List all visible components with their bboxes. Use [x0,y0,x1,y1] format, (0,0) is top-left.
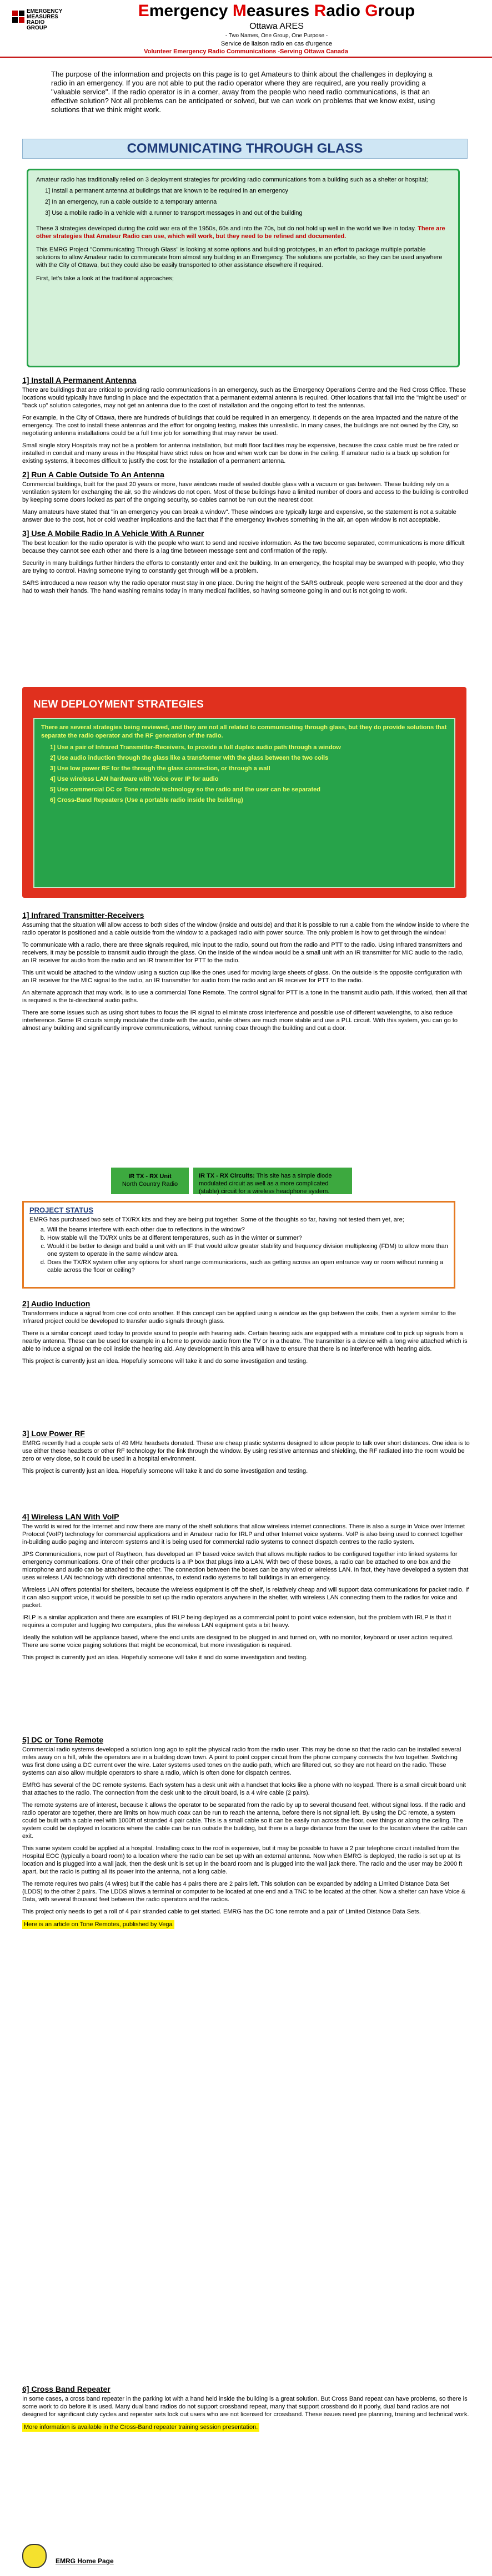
strategy-item: 5] Use commercial DC or Tone remote technology so the radio and the user can be separated [50,786,320,793]
strategy-item: 1] Use a pair of Infrared Transmitter-Receivers, to provide a full duplex audio path through a window [50,744,341,751]
service-line: Service de liaison radio en cas d'urgence [220,41,333,47]
intro-p2-highlight: There are other strategies that Amateur Radio can use, which will work, but they need to be refined and documented. [36,225,445,240]
strategy-item: 4] Use wireless LAN hardware with Voice over IP for audio [50,776,219,782]
paragraph: Commercial buildings, built for the past 20 years or more, have windows made of sealed double glass with a vacuum or gas between. These building rely on a ventilation system for exchanging the air, so the windows do not open. Most of these buildings have a limited number of doors and access to the building is controlled by keeping some doors locked as part of the ongoing security, so cables cannot be run out the nearest door. [22,481,468,503]
list-item: c. Would it be better to design and build a unit with an IF that would allow greater stability and frequency division multiplexing (FDM) to allow more than one system to operate in the same window area. [47,1242,448,1258]
section-title: 2] Run A Cable Outside To An Antenna [22,470,164,479]
paragraph: This project is currently just an idea. Hopefully someone will take it and do some investigation and testing. [22,1654,308,1661]
intro-p2: These 3 strategies developed during the cold war era of the 1950s, 60s and into the 70s, but do not hold up well in the world we live in today. [36,225,418,232]
volunteer-banner: Volunteer Emergency Radio Communications -Serving Ottawa Canada [144,48,348,55]
divider [0,57,492,58]
strategy-item: 6] Cross-Band Repeaters (Use a portable radio inside the building) [50,797,243,804]
list-item: d. Does the TX/RX system offer any options for short range communications, such as getting across an open entrance way or room without running a cable across the floor or ceiling? [47,1259,448,1274]
paragraph: An alternate approach that may work, is to use a commercial Tone Remote. The control signal for PTT is a tone in the transmit audio path. If this worked, then all that is required is the bi-directional audio paths. [22,989,467,1004]
logo-line: RADIO [27,19,45,26]
paragraph: Security in many buildings further hinders the efforts to constantly enter and exit the building. In an emergency, the hospital may be swamped with people, who they are trying to control. Having someone trying to constantly get through will be a problem. [22,560,464,574]
paragraph: Many amateurs have stated that "in an emergency you can break a window". These windows are typically large and expensive, so the statement is not a suitable answer due to the cost, hot or cold weather implications and the fact that if the emergency involves something in the air, an open window is not acceptable. [22,509,456,523]
paragraph: This project is currently just an idea. Hopefully someone will take it and do some investigation and testing. [22,1468,308,1474]
site-title [72,1,481,48]
paragraph: Wireless LAN offers potential for shelters, because the wireless equipment is off the shelf, is relatively cheap and will support data communications for packet radio. If it can also support voice, it would be possible to set up the radio operators anywhere in the shelter, with wireless LAN connecting them to the radios for voice and packet. [22,1587,469,1609]
subtitle: Ottawa ARES [249,22,304,31]
paragraph: EMRG has several of the DC remote systems. Each system has a desk unit with a handset that looks like a phone with no keypad. There is a small circuit board unit that attaches to the radio. The connection from the desk unit to the circuit board, is a 4 wire cable (2 pairs). [22,1782,466,1796]
intro-p1: Amateur radio has traditionally relied on 3 deployment strategies for providing radio communications from a building such as a shelter or hospital; [36,176,428,183]
paragraph: EMRG recently had a couple sets of 49 MHz headsets donated. These are cheap plastic systems designed to allow people to talk over short distances. One idea is to use either these headsets or other RF technology for the link through the window. By using resistive antennas and shielding, the RF radiated into the room would be zero or very close, so it could be used in a hospital environment. [22,1440,470,1462]
group-name: Emergency Measures Radio Group [138,2,415,20]
paragraph: There are some issues such as using short tubes to focus the IR signal to eliminate cross interference and possible use of different wavelengths, to also reduce interference. Some IR circuits simply modulate the diode with the audio, while others are much more stable and use a PLL circuit. With this system, you can go to almost any building and significantly improve communications, without running coax through the building and out a door. [22,1009,458,1032]
section-title: 4] Wireless LAN With VoIP [22,1512,119,1521]
paragraph: Commercial radio systems developed a solution long ago to split the physical radio from the radio user. This may be done so that the radio can be installed several miles away on a hill, while the operators are in a building down town. A point to point copper circuit from the phone company connects the two together. Switching was first done using a DC current over the wire. Later systems used tones on the audio path, which are filtered out, so they are not heard on the radio. These systems can also allow multiple operators to share a radio, which is often done for dispatch centres. [22,1746,461,1776]
intro-p4: First, let's take a look at the traditional approaches; [36,275,174,282]
section-title: 1] Install A Permanent Antenna [22,376,137,385]
header [0,0,492,58]
ir-unit-link[interactable]: IR TX - RX Unit North Country Radio [111,1168,189,1194]
ir-links-table [111,1168,352,1194]
section-infrared [22,910,470,1037]
paragraph: There is a similar concept used today to provide sound to people with hearing aids. Certain hearing aids are equipped with a miniature coil to pick up signals from a nearby antenna. These can be used for example in a home to provide audio from the TV or in a theatre. The transmitter is a device with a long wire attached which is able to induce a signal on the coil inside the hearing aid. Any development in this area will have to ensure that there is no interference with hearing aids. [22,1330,468,1352]
new-deployment-title: NEW DEPLOYMENT STRATEGIES [33,699,204,710]
paragraph: Small single story Hospitals may not be a problem for antenna installation, but multi floor facilities may be expensive, because the coax cable must be fire rated or installed in conduit and many areas in the Hospital have strict rules on how and when work can be done in the ceiling. If amateur radio is a back up solution for existing systems, it becomes difficult to justify the cost for the installation of a permanent antenna. [22,442,459,464]
home-icon[interactable] [22,2544,47,2568]
list-item: b. How stable will the TX/RX units be at different temperatures, such as in the winter or summer? [47,1234,448,1242]
paragraph: The remote systems are of interest, because it allows the operator to be separated from the radio by up to several thousand feet, without signal loss. If the radio and radio operator are together, there are limits on how much coax can be run to reach the antenna, before there is not signal left. By using the DC remote, a system could be built with a cable reel with 1000ft of stranded 4 pair cable. This is a small cable so it can be easily run across the floor, over things or along the ceiling. The system could be deployed in locations where the cable can be run outside the building, but there is a large distance from the user to the location where the cable can exit. [22,1802,468,1840]
section-low-power-rf [22,1428,470,1479]
paragraph: In some cases, a cross band repeater in the parking lot with a hand held inside the building is a great solution. But Cross Band repeat can have problems, so there is some work to do before it is used. Many dual band radios do not support crossband repeat, many that support crossband do it poorly, dual band radios are not designed for significant duty cycles and repeater sets lock out users who are not licensed for crossband. These issues need pre planning, training and technical work. [22,2396,469,2418]
strategy-item: 3] Use low power RF for the through the glass connection, or through a wall [50,765,270,772]
page-title: COMMUNICATING THROUGH GLASS [22,139,468,159]
home-link[interactable]: EMRG Home Page [56,2557,114,2565]
paragraph: This same system could be applied at a hospital. Installing coax to the roof is expensive, but it may be possible to have a 2 pair telephone circuit installed from the Hospital EOC (typically a board room) to a location where the radio can be set up with an external antenna. Now when EMRG is deployed, the radio is set up at its location and is plugged into a wall jack, then the desk unit is set up in the board room and is plugged into the wall jack there. The radio and the user may be 2000 ft apart, but the radio is putting all its power into the antenna, not a long cable. [22,1845,463,1875]
list-item: 2] In an emergency, run a cable outside to a temporary antenna [45,199,217,205]
purpose-text: The purpose of the information and projects on this page is to get Amateurs to think about the challenges in deploying a radio in an emergency. If you are not able to put the radio operator where they are required, are you really providing a "valuable service". If the radio operator is in a corner, away from the people who need radio communications, is that an effective solution? Not all problems can be anticipated or solved, but we can work on problems that we know exist, using solutions that we think might work. [51,70,435,114]
cross-band-training-link[interactable]: More information is available in the Cross-Band repeater training session presentation. [22,2423,259,2432]
logo-line: MEASURES [27,14,58,20]
status-list [29,1226,448,1274]
paragraph: Assuming that the situation will allow access to both sides of the window (inside and outside) and that it is possible to run a cable from the window inside to where the radio operator is positioned and a cable outside from the window to a packaged radio with power source. The only problem is how to get through the window! [22,922,469,936]
paragraph: The remote requires two pairs (4 wires) but if the cable has 4 pairs there are 2 pairs left. This solution can be expanded by adding a Limited Distance Data Set (LDDS) to the other 2 pairs. The LDDS allows a terminal or computer to be located at one end and a TNC to be located at the other. Now a shelter can have Voice & Data, with several thousand feet between the radio operators and the radios. [22,1881,466,1903]
paragraph: To communicate with a radio, there are three signals required, mic input to the radio, sound out from the radio and PTT to the radio. Using Infrared transmitters and receivers, it may be possible to transmit audio through the glass. On the inside of the window would be a small unit with an IR transmitter for MIC audio to the radio, an IR receiver for audio from the radio and an IR transmitter for PTT to the radio. [22,942,464,964]
list-item: 3] Use a mobile radio in a vehicle with a runner to transport messages in and out of the building [45,210,303,216]
paragraph: This project only needs to get a roll of 4 pair stranded cable to get started. EMRG has the DC tone remote and a pair of Limited Distance Data Sets. [22,1908,421,1915]
paragraph: This unit would be attached to the window using a suction cup like the ones used for moving large sheets of glass. On the outside is the opposite configuration with an IR receiver for the MIC signal to the radio, an IR transmitter for audio from the radio and an IR receiver for PTT to the radio. [22,969,462,984]
traditional-list [36,187,450,217]
list-item: a. Will the beams interfere with each other due to reflections in the window? [47,1226,448,1234]
list-item: 1] Install a permanent antenna at buildings that are known to be required in an emergency [45,188,288,194]
project-status-box [22,1201,455,1289]
logo-line: EMERGENCY [27,8,63,14]
section-wireless-lan [22,1512,470,1666]
section-title: 3] Use A Mobile Radio In A Vehicle With A Runner [22,529,204,538]
section-title: 3] Low Power RF [22,1429,85,1438]
section-title: 2] Audio Induction [22,1299,91,1308]
paragraph: JPS Communications, now part of Raytheon, has developed an IP based voice switch that allows multiple radios to be configured together into linked systems for emergency communications. One of their other products is a IP box that plugs into a LAN. With two of these boxes, a radio can be attached to one box and the microphone and audio can be attached to the other. The connection between the boxes can be any wired or wireless LAN. In fact, they have developed a system that uses wireless LAN technology with directional antennas, to extend radio systems to tall buildings in an emergency. [22,1551,469,1581]
paragraph: The world is wired for the Internet and now there are many of the shelf solutions that allow wireless internet connections. There is also a surge in Voice over Internet Protocol (VoIP) technology for commercial applications and in Amateur radio for IRLP and other Internet voice systems. VoIP is also being used to connect together in-building audio paging and intercom systems and it is being used for commercial radio systems to connect dispatch centres to the radio system. [22,1523,465,1545]
paragraph: For example, in the City of Ottawa, there are hundreds of buildings that could be required in an emergency. It depends on the area impacted and the nature of the emergency. The cost to install these antennas and the effort for ongoing testing, makes this unrealistic. In many cases, the buildings are not owned by the City, so negotiating antenna installations could be a full time job for something that may never be used. [22,415,459,437]
status-intro: EMRG has purchased two sets of TX/RX kits and they are being put together. Some of the thoughts so far, having not tested them yet, are; [29,1216,404,1223]
section-title: 1] Infrared Transmitter-Receivers [22,911,144,920]
paragraph: There are buildings that are critical to providing radio communications in an emergency, such as the Emergency Operations Centre and the Red Cross Office. These locations would typically have funding in place and the expectation that a permanent external antenna is required. Other locations that fall into the "might be used" or "back up" solution categories, may not get an antenna due to the cost of installation and the ongoing effort to test the antennas. [22,387,466,409]
paragraph: IRLP is a similar application and there are examples of IRLP being deployed as a commercial point to point voice extension, but the problem with IRLP is that it requires a computer and lugging two computers, plus the wireless LAN equipment gets a bit heavy. [22,1614,451,1629]
section-permanent-antenna [22,375,470,599]
footer [22,2542,244,2575]
ir-circuits-link[interactable]: IR TX - RX Circuits: This site has a simple diode modulated circuit as well as a more complicated (stable) circuit for a wireless headphone system. [193,1168,352,1194]
intro-p3: This EMRG Project "Communicating Through Glass" is looking at some options and building prototypes, in an effort to package multiple portable solutions to allow Amateur radio to communicate from almost any building in an Emergency. The solutions are portable, so they can be used anywhere with the City of Ottawa, but they could also be easily transported to other assistance elsewhere if required. [36,246,443,269]
paragraph: This project is currently just an idea. Hopefully someone will take it and do some investigation and testing. [22,1358,308,1365]
section-title: 5] DC or Tone Remote [22,1735,103,1744]
strategy-item: 2] Use audio induction through the glass like a transformer with the glass between the two coils [50,755,329,761]
paragraph: The best location for the radio operator is with the people who want to send and receive information. As the two become separated, communications is more difficult because they cannot see each other and there is a lag time between message sent and confirmation of the reply. [22,540,465,554]
new-deployment-box [22,687,466,898]
paragraph: SARS introduced a new reason why the radio operator must stay in one place. During the height of the SARS outbreak, people were screened at the door and they had to wash their hands. The hand washing remains today in many medical facilities, so having someone going in and out is not going to work. [22,580,463,594]
section-audio-induction [22,1299,470,1370]
intro-box [27,169,460,367]
status-title: PROJECT STATUS [29,1206,94,1214]
logo-line: GROUP [27,25,47,31]
section-title: 6] Cross Band Repeater [22,2385,111,2393]
paragraph: Ideally the solution will be appliance based, where the end units are designed to be plugged in and turned on, with no monitor, keyboard or user action required. There are some voice paging solutions that might be economical, but more investigation is required. [22,1634,454,1649]
emrg-logo[interactable] [12,9,63,46]
section-dc-tone-remote [22,1735,470,1933]
strategy-list [41,744,448,805]
logo-icon [12,11,24,23]
section-cross-band [22,2384,470,2436]
paragraph: Transformers induce a signal from one coil onto another. If this concept can be applied using a window as the gap between the coils, then a system similar to the Infrared project could be developed to transfer audio signals through glass. [22,1310,456,1325]
tagline: - Two Names, One Group, One Purpose - [225,33,328,39]
new-deployment-intro: There are several strategies being reviewed, and they are not all related to communicating through glass, but they do provide solutions that separate the radio operator and the RF generation of the radio. [41,724,447,739]
tone-remote-article-link[interactable]: Here is an article on Tone Remotes, published by Vega [22,1920,174,1929]
